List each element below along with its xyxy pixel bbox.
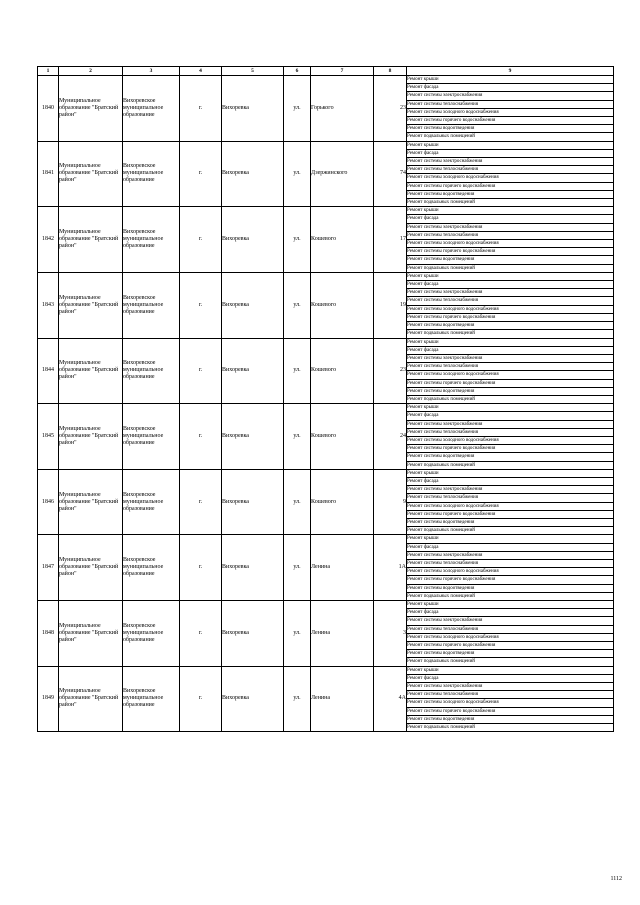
settlement-cell: Вихоревское муниципальное образование (123, 404, 180, 470)
work-type-cell: Ремонт подвальных помещений (407, 133, 614, 141)
work-type-cell: Ремонт системы водоотведения (407, 584, 614, 592)
work-type-cell: Ремонт системы теплоснабжения (407, 231, 614, 239)
municipality-cell: Муниципальное образование "Братский район" (59, 601, 123, 667)
city-type-cell: г. (180, 535, 222, 601)
street-type-cell: ул. (284, 338, 311, 404)
table-row (38, 469, 614, 477)
work-type-cell: Ремонт крыши (407, 666, 614, 674)
street-cell: Дзержинского (311, 141, 374, 207)
city-type-cell: г. (180, 207, 222, 273)
work-type-cell: Ремонт системы электроснабжения (407, 617, 614, 625)
municipality-cell: Муниципальное образование "Братский район" (59, 469, 123, 535)
work-type-cell: Ремонт фасада (407, 281, 614, 289)
work-type-cell: Ремонт системы горячего водоснабжения (407, 248, 614, 256)
city-cell: Вихоревка (222, 207, 284, 273)
column-header: 2 (59, 67, 123, 76)
work-type-cell: Ремонт системы горячего водоснабжения (407, 576, 614, 584)
row-number: 1847 (38, 535, 59, 601)
work-type-cell: Ремонт фасада (407, 84, 614, 92)
row-number: 1845 (38, 404, 59, 470)
municipality-cell: Муниципальное образование "Братский район" (59, 141, 123, 207)
work-type-cell: Ремонт системы холодного водоснабжения (407, 502, 614, 510)
municipality-cell: Муниципальное образование "Братский район" (59, 404, 123, 470)
city-type-cell: г. (180, 469, 222, 535)
street-cell: Кошевого (311, 207, 374, 273)
table-row (38, 535, 614, 543)
work-type-cell: Ремонт системы водоотведения (407, 453, 614, 461)
settlement-cell: Вихоревское муниципальное образование (123, 601, 180, 667)
table-body (38, 76, 614, 732)
house-number-cell: 23 (374, 338, 407, 404)
table-row (38, 76, 614, 84)
work-type-cell: Ремонт системы электроснабжения (407, 551, 614, 559)
work-type-cell: Ремонт фасада (407, 477, 614, 485)
house-number-cell: 4А (374, 666, 407, 732)
repair-program-table (37, 66, 614, 732)
municipality-cell: Муниципальное образование "Братский район" (59, 207, 123, 273)
row-number: 1844 (38, 338, 59, 404)
work-type-cell: Ремонт фасада (407, 609, 614, 617)
settlement-cell: Вихоревское муниципальное образование (123, 207, 180, 273)
work-type-cell: Ремонт системы электроснабжения (407, 223, 614, 231)
work-type-cell: Ремонт крыши (407, 141, 614, 149)
work-type-cell: Ремонт крыши (407, 601, 614, 609)
work-type-cell: Ремонт крыши (407, 207, 614, 215)
table-row (38, 666, 614, 674)
work-type-cell: Ремонт фасада (407, 346, 614, 354)
column-header: 6 (284, 67, 311, 76)
column-header: 1 (38, 67, 59, 76)
work-type-cell: Ремонт системы водоотведения (407, 715, 614, 723)
column-header: 9 (407, 67, 614, 76)
settlement-cell: Вихоревское муниципальное образование (123, 338, 180, 404)
house-number-cell: 9 (374, 469, 407, 535)
column-header: 3 (123, 67, 180, 76)
settlement-cell: Вихоревское муниципальное образование (123, 76, 180, 142)
work-type-cell: Ремонт системы теплоснабжения (407, 625, 614, 633)
column-header: 5 (222, 67, 284, 76)
column-header: 8 (374, 67, 407, 76)
work-type-cell: Ремонт системы электроснабжения (407, 354, 614, 362)
settlement-cell: Вихоревское муниципальное образование (123, 535, 180, 601)
street-cell: Ленина (311, 666, 374, 732)
city-type-cell: г. (180, 76, 222, 142)
street-type-cell: ул. (284, 404, 311, 470)
work-type-cell: Ремонт системы теплоснабжения (407, 166, 614, 174)
settlement-cell: Вихоревское муниципальное образование (123, 469, 180, 535)
table-header (38, 67, 614, 76)
work-type-cell: Ремонт фасада (407, 149, 614, 157)
table-row (38, 207, 614, 215)
work-type-cell: Ремонт системы холодного водоснабжения (407, 436, 614, 444)
work-type-cell: Ремонт подвальных помещений (407, 199, 614, 207)
street-type-cell: ул. (284, 535, 311, 601)
table-row (38, 272, 614, 280)
work-type-cell: Ремонт системы водоотведения (407, 322, 614, 330)
work-type-cell: Ремонт системы холодного водоснабжения (407, 568, 614, 576)
work-type-cell: Ремонт системы горячего водоснабжения (407, 313, 614, 321)
work-type-cell: Ремонт крыши (407, 338, 614, 346)
table-row (38, 141, 614, 149)
work-type-cell: Ремонт системы электроснабжения (407, 158, 614, 166)
house-number-cell: 1А (374, 535, 407, 601)
city-cell: Вихоревка (222, 601, 284, 667)
settlement-cell: Вихоревское муниципальное образование (123, 666, 180, 732)
house-number-cell: 23 (374, 76, 407, 142)
row-number: 1841 (38, 141, 59, 207)
house-number-cell: 24 (374, 404, 407, 470)
city-cell: Вихоревка (222, 535, 284, 601)
city-type-cell: г. (180, 338, 222, 404)
street-type-cell: ул. (284, 207, 311, 273)
street-cell: Кошевого (311, 469, 374, 535)
work-type-cell: Ремонт системы теплоснабжения (407, 297, 614, 305)
work-type-cell: Ремонт системы холодного водоснабжения (407, 699, 614, 707)
work-type-cell: Ремонт системы горячего водоснабжения (407, 707, 614, 715)
street-type-cell: ул. (284, 666, 311, 732)
city-type-cell: г. (180, 272, 222, 338)
table-row (38, 601, 614, 609)
work-type-cell: Ремонт системы водоотведения (407, 387, 614, 395)
work-type-cell: Ремонт фасада (407, 215, 614, 223)
work-type-cell: Ремонт подвальных помещений (407, 527, 614, 535)
work-type-cell: Ремонт фасада (407, 543, 614, 551)
city-cell: Вихоревка (222, 404, 284, 470)
municipality-cell: Муниципальное образование "Братский район" (59, 76, 123, 142)
city-cell: Вихоревка (222, 76, 284, 142)
city-type-cell: г. (180, 141, 222, 207)
work-type-cell: Ремонт системы водоотведения (407, 256, 614, 264)
work-type-cell: Ремонт системы теплоснабжения (407, 100, 614, 108)
table-row (38, 338, 614, 346)
work-type-cell: Ремонт системы электроснабжения (407, 420, 614, 428)
municipality-cell: Муниципальное образование "Братский район" (59, 272, 123, 338)
work-type-cell: Ремонт системы теплоснабжения (407, 559, 614, 567)
house-number-cell: 17 (374, 207, 407, 273)
work-type-cell: Ремонт подвальных помещений (407, 395, 614, 403)
work-type-cell: Ремонт подвальных помещений (407, 658, 614, 666)
work-type-cell: Ремонт подвальных помещений (407, 592, 614, 600)
work-type-cell: Ремонт системы холодного водоснабжения (407, 633, 614, 641)
settlement-cell: Вихоревское муниципальное образование (123, 272, 180, 338)
city-type-cell: г. (180, 601, 222, 667)
work-type-cell: Ремонт крыши (407, 469, 614, 477)
work-type-cell: Ремонт системы горячего водоснабжения (407, 510, 614, 518)
house-number-cell: 3 (374, 601, 407, 667)
work-type-cell: Ремонт крыши (407, 272, 614, 280)
settlement-cell: Вихоревское муниципальное образование (123, 141, 180, 207)
street-cell: Горького (311, 76, 374, 142)
municipality-cell: Муниципальное образование "Братский район" (59, 338, 123, 404)
row-number: 1846 (38, 469, 59, 535)
work-type-cell: Ремонт системы водоотведения (407, 518, 614, 526)
work-type-cell: Ремонт системы водоотведения (407, 125, 614, 133)
work-type-cell: Ремонт системы теплоснабжения (407, 494, 614, 502)
street-cell: Кошевого (311, 404, 374, 470)
city-cell: Вихоревка (222, 141, 284, 207)
table-row (38, 404, 614, 412)
work-type-cell: Ремонт системы горячего водоснабжения (407, 182, 614, 190)
street-cell: Кошевого (311, 338, 374, 404)
row-number: 1842 (38, 207, 59, 273)
work-type-cell: Ремонт системы электроснабжения (407, 92, 614, 100)
work-type-cell: Ремонт системы холодного водоснабжения (407, 108, 614, 116)
row-number: 1848 (38, 601, 59, 667)
city-cell: Вихоревка (222, 469, 284, 535)
street-cell: Ленина (311, 535, 374, 601)
city-type-cell: г. (180, 666, 222, 732)
work-type-cell: Ремонт системы горячего водоснабжения (407, 642, 614, 650)
street-type-cell: ул. (284, 469, 311, 535)
work-type-cell: Ремонт системы холодного водоснабжения (407, 174, 614, 182)
street-type-cell: ул. (284, 76, 311, 142)
work-type-cell: Ремонт системы водоотведения (407, 650, 614, 658)
city-cell: Вихоревка (222, 272, 284, 338)
work-type-cell: Ремонт системы горячего водоснабжения (407, 117, 614, 125)
city-cell: Вихоревка (222, 338, 284, 404)
work-type-cell: Ремонт крыши (407, 76, 614, 84)
row-number: 1843 (38, 272, 59, 338)
work-type-cell: Ремонт фасада (407, 674, 614, 682)
city-type-cell: г. (180, 404, 222, 470)
street-cell: Ленина (311, 601, 374, 667)
work-type-cell: Ремонт крыши (407, 404, 614, 412)
work-type-cell: Ремонт системы теплоснабжения (407, 363, 614, 371)
work-type-cell: Ремонт крыши (407, 535, 614, 543)
street-type-cell: ул. (284, 141, 311, 207)
work-type-cell: Ремонт системы водоотведения (407, 190, 614, 198)
city-cell: Вихоревка (222, 666, 284, 732)
street-type-cell: ул. (284, 272, 311, 338)
work-type-cell: Ремонт подвальных помещений (407, 724, 614, 732)
work-type-cell: Ремонт системы холодного водоснабжения (407, 371, 614, 379)
row-number: 1840 (38, 76, 59, 142)
street-type-cell: ул. (284, 601, 311, 667)
house-number-cell: 19 (374, 272, 407, 338)
municipality-cell: Муниципальное образование "Братский район" (59, 666, 123, 732)
work-type-cell: Ремонт системы теплоснабжения (407, 428, 614, 436)
work-type-cell: Ремонт системы холодного водоснабжения (407, 240, 614, 248)
work-type-cell: Ремонт системы теплоснабжения (407, 691, 614, 699)
work-type-cell: Ремонт системы электроснабжения (407, 289, 614, 297)
page-number: 1112 (610, 876, 622, 882)
column-header: 4 (180, 67, 222, 76)
work-type-cell: Ремонт системы горячего водоснабжения (407, 445, 614, 453)
work-type-cell: Ремонт системы холодного водоснабжения (407, 305, 614, 313)
work-type-cell: Ремонт подвальных помещений (407, 330, 614, 338)
work-type-cell: Ремонт системы электроснабжения (407, 683, 614, 691)
work-type-cell: Ремонт подвальных помещений (407, 461, 614, 469)
row-number: 1849 (38, 666, 59, 732)
column-header: 7 (311, 67, 374, 76)
work-type-cell: Ремонт фасада (407, 412, 614, 420)
municipality-cell: Муниципальное образование "Братский район" (59, 535, 123, 601)
house-number-cell: 74 (374, 141, 407, 207)
work-type-cell: Ремонт подвальных помещений (407, 264, 614, 272)
street-cell: Кошевого (311, 272, 374, 338)
work-type-cell: Ремонт системы горячего водоснабжения (407, 379, 614, 387)
work-type-cell: Ремонт системы электроснабжения (407, 486, 614, 494)
